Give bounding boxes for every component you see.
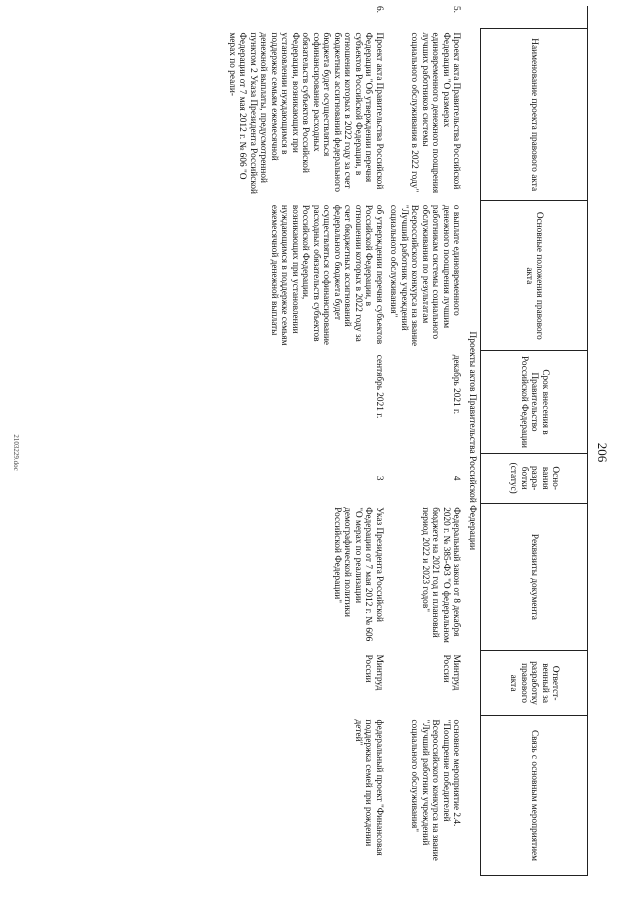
table-row <box>386 6 464 876</box>
act-name-cell: Проект акта Правительства Российской Федерации "Об утверждении перечня субъектов Российской Федерации, в отношении которых в 2022 году за счет бюджетных ассигнований федерального бюджета будет осуществляться софинансирование расходных обязательств субъектов Российской Федерации, возникающих при установлении нуждающимся в поддержке семьям ежемесячной денежной выплаты, предусмотренной пунктом 2 Указа Президента Российской Федерации от 7 мая 2012 г. № 606 "О мерах по реали- <box>226 32 384 194</box>
responsible-cell: Минтруд России <box>363 654 384 691</box>
section-row <box>463 6 480 876</box>
deadline-cell: сентябрь 2021 г. <box>373 354 384 419</box>
requisites-cell: Федеральный закон от 8 декабря 2020 г. № 385-ФЗ "О федеральном бюджете на 2021 год и плановый период 2022 и 2023 годов" <box>419 507 462 643</box>
header-main-provisions: Основные положения правового акта <box>481 201 588 351</box>
header-submission-deadline: Срок внесения в Правительство Российской Федерации <box>481 351 588 453</box>
document-id: 2103229.doc <box>12 434 20 471</box>
header-responsible: Ответст-венный за разработку правового акта <box>481 651 588 716</box>
table-header-row <box>481 6 588 876</box>
requisites-cell: Указ Президента Российской Федерации от 7 мая 2012 г. № 606 "О мерах по реализации демографической политики Российской Федерации" <box>331 507 384 642</box>
responsible-cell: Минтруд России <box>440 654 462 691</box>
header-document-requisites: Реквизиты документа <box>481 503 588 650</box>
basis-cell: 3 <box>373 475 384 481</box>
table-row <box>224 6 386 876</box>
section-title: Проекты актов Правительства Российской Федерации <box>467 331 477 551</box>
act-name-cell: Проект акта Правительства Российской Федерации "О размерах единовременного денежного поощрения лучших работников системы социального обслуживания в 2022 году" <box>409 32 462 194</box>
provisions-cell: о выплате единовременного денежного поощрения лучшим работникам системы социального обслуживания по результатам Всероссийского конкурса на звание "Лучший работник учреждений социального обслуживания" <box>388 204 462 347</box>
header-link-to-main-event: Связь с основным мероприятием <box>481 716 588 876</box>
legal-acts-table <box>224 6 588 876</box>
header-number-column <box>481 6 588 28</box>
row-number: 6. <box>373 6 384 13</box>
header-act-name: Наименование проекта правового акта <box>481 28 588 200</box>
link-cell: основное мероприятие 2.4. "Поощрение победителей Всероссийского конкурса на звание "Лучший работник учреждений социального обслуживания" <box>409 719 462 861</box>
deadline-cell: декабрь 2021 г. <box>451 354 462 415</box>
header-basis: Осно-вания разра-ботки (статус) <box>481 453 588 503</box>
link-cell: федеральный проект "Финансовая поддержка семей при рождении детей" <box>352 719 384 856</box>
provisions-cell: об утверждении перечня субъектов Российской Федерации, в отношении которых в 2022 году за счет бюджетных ассигнований федерального бюджета будет осуществляться софинансирование расходных обязательств субъектов Российской Федерации, возникающих при установлении нуждающимся в поддержке семьям ежемесячной денежной выплаты <box>268 204 384 346</box>
basis-cell: 4 <box>451 475 462 481</box>
page-number: 206 <box>595 442 610 463</box>
row-number: 5. <box>451 6 462 13</box>
